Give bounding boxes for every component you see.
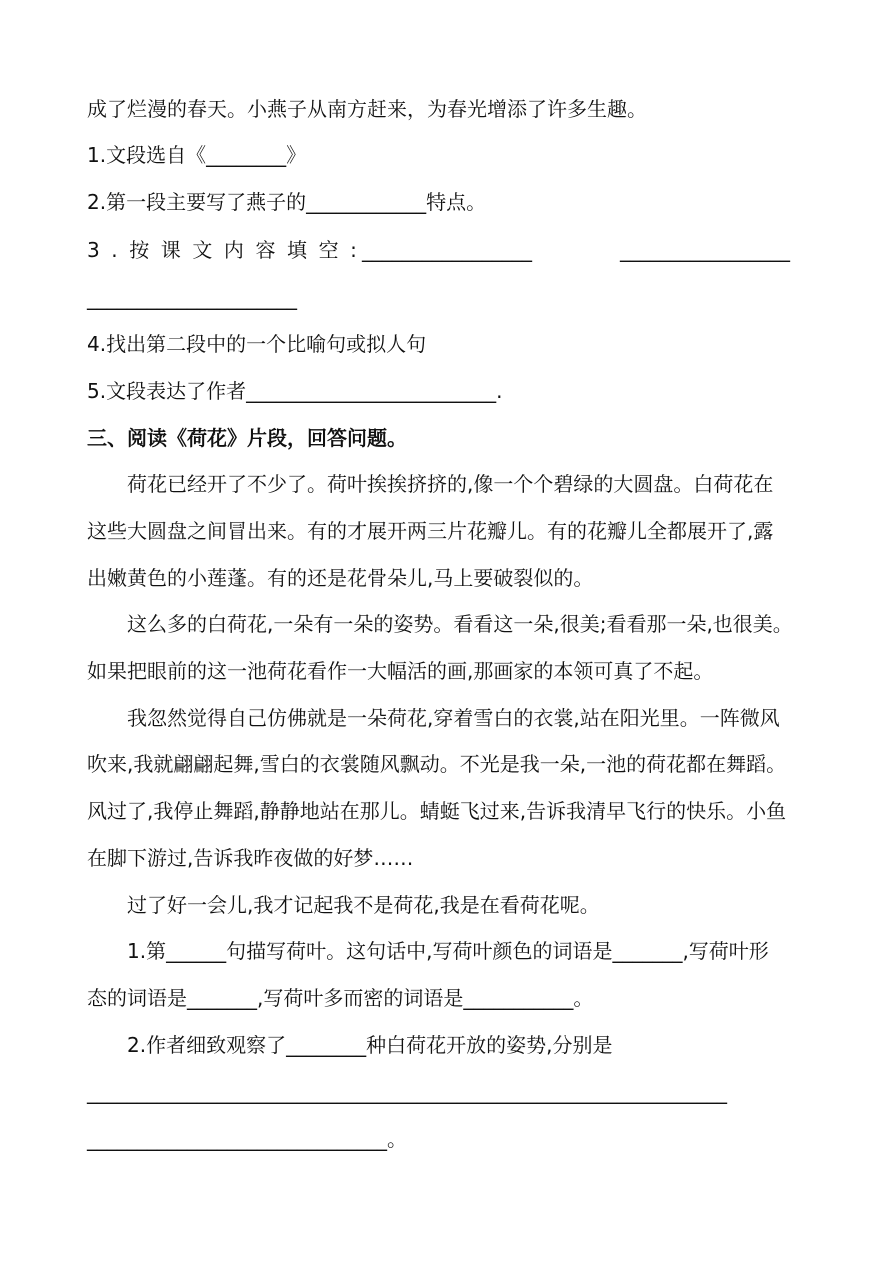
lotus-para-3-line-2: 吹来,我就翩翩起舞,雪白的衣裳随风飘动。不光是我一朵,一池的荷花都在舞蹈。 bbox=[87, 752, 787, 776]
question-3-blank-2: _________________ bbox=[620, 238, 790, 262]
question-5: 5.文段表达了作者_________________________. bbox=[87, 379, 503, 403]
lotus-para-1-line-1: 荷花已经开了不少了。荷叶挨挨挤挤的,像一个个碧绿的大圆盘。白荷花在 bbox=[127, 472, 774, 496]
question-4: 4.找出第二段中的一个比喻句或拟人句 bbox=[87, 332, 427, 356]
lotus-para-3-line-1: 我忽然觉得自己仿佛就是一朵荷花,穿着雪白的衣裳,站在阳光里。一阵微风 bbox=[127, 706, 780, 730]
question-3-blank-1: _________________ bbox=[362, 238, 532, 262]
question-2: 2.第一段主要写了燕子的____________特点。 bbox=[87, 190, 487, 214]
question-3-blank-3: _____________________ bbox=[87, 286, 297, 310]
lotus-para-2-line-1: 这么多的白荷花,一朵有一朵的姿势。看看这一朵,很美;看看那一朵,也很美。 bbox=[127, 612, 793, 636]
lotus-para-2-line-2: 如果把眼前的这一池荷花看作一大幅活的画,那画家的本领可真了不起。 bbox=[87, 659, 714, 683]
question-1: 1.文段选自《________》 bbox=[87, 143, 307, 167]
lotus-para-3-line-3: 风过了,我停止舞蹈,静静地站在那儿。蜻蜓飞过来,告诉我清早飞行的快乐。小鱼 bbox=[87, 799, 787, 823]
lotus-question-2-blank-2: ______________________________。 bbox=[87, 1127, 407, 1151]
lotus-question-2: 2.作者细致观察了________种白荷花开放的姿势,分别是 bbox=[127, 1033, 613, 1057]
section-heading: 三、阅读《荷花》片段，回答问题。 bbox=[87, 426, 407, 450]
lotus-para-1-line-2: 这些大圆盘之间冒出来。有的才展开两三片花瓣儿。有的花瓣儿全都展开了,露 bbox=[87, 519, 774, 543]
lotus-question-2-blank-1: ________________________________________________________________ bbox=[87, 1080, 727, 1104]
lotus-question-1-line-1: 1.第______句描写荷叶。这句话中,写荷叶颜色的词语是_______,写荷叶形 bbox=[127, 939, 769, 963]
lotus-para-3-line-4: 在脚下游过,告诉我昨夜做的好梦…… bbox=[87, 846, 414, 870]
question-3-label: 3 . 按 课 文 内 容 填 空 : bbox=[87, 238, 357, 262]
lotus-para-4: 过了好一会儿,我才记起我不是荷花,我是在看荷花呢。 bbox=[127, 893, 600, 917]
passage-last-line: 成了烂漫的春天。小燕子从南方赶来，为春光增添了许多生趣。 bbox=[87, 97, 647, 121]
lotus-para-1-line-3: 出嫩黄色的小莲蓬。有的还是花骨朵儿,马上要破裂似的。 bbox=[87, 566, 594, 590]
lotus-question-1-line-2: 态的词语是_______,写荷叶多而密的词语是___________。 bbox=[87, 986, 594, 1010]
